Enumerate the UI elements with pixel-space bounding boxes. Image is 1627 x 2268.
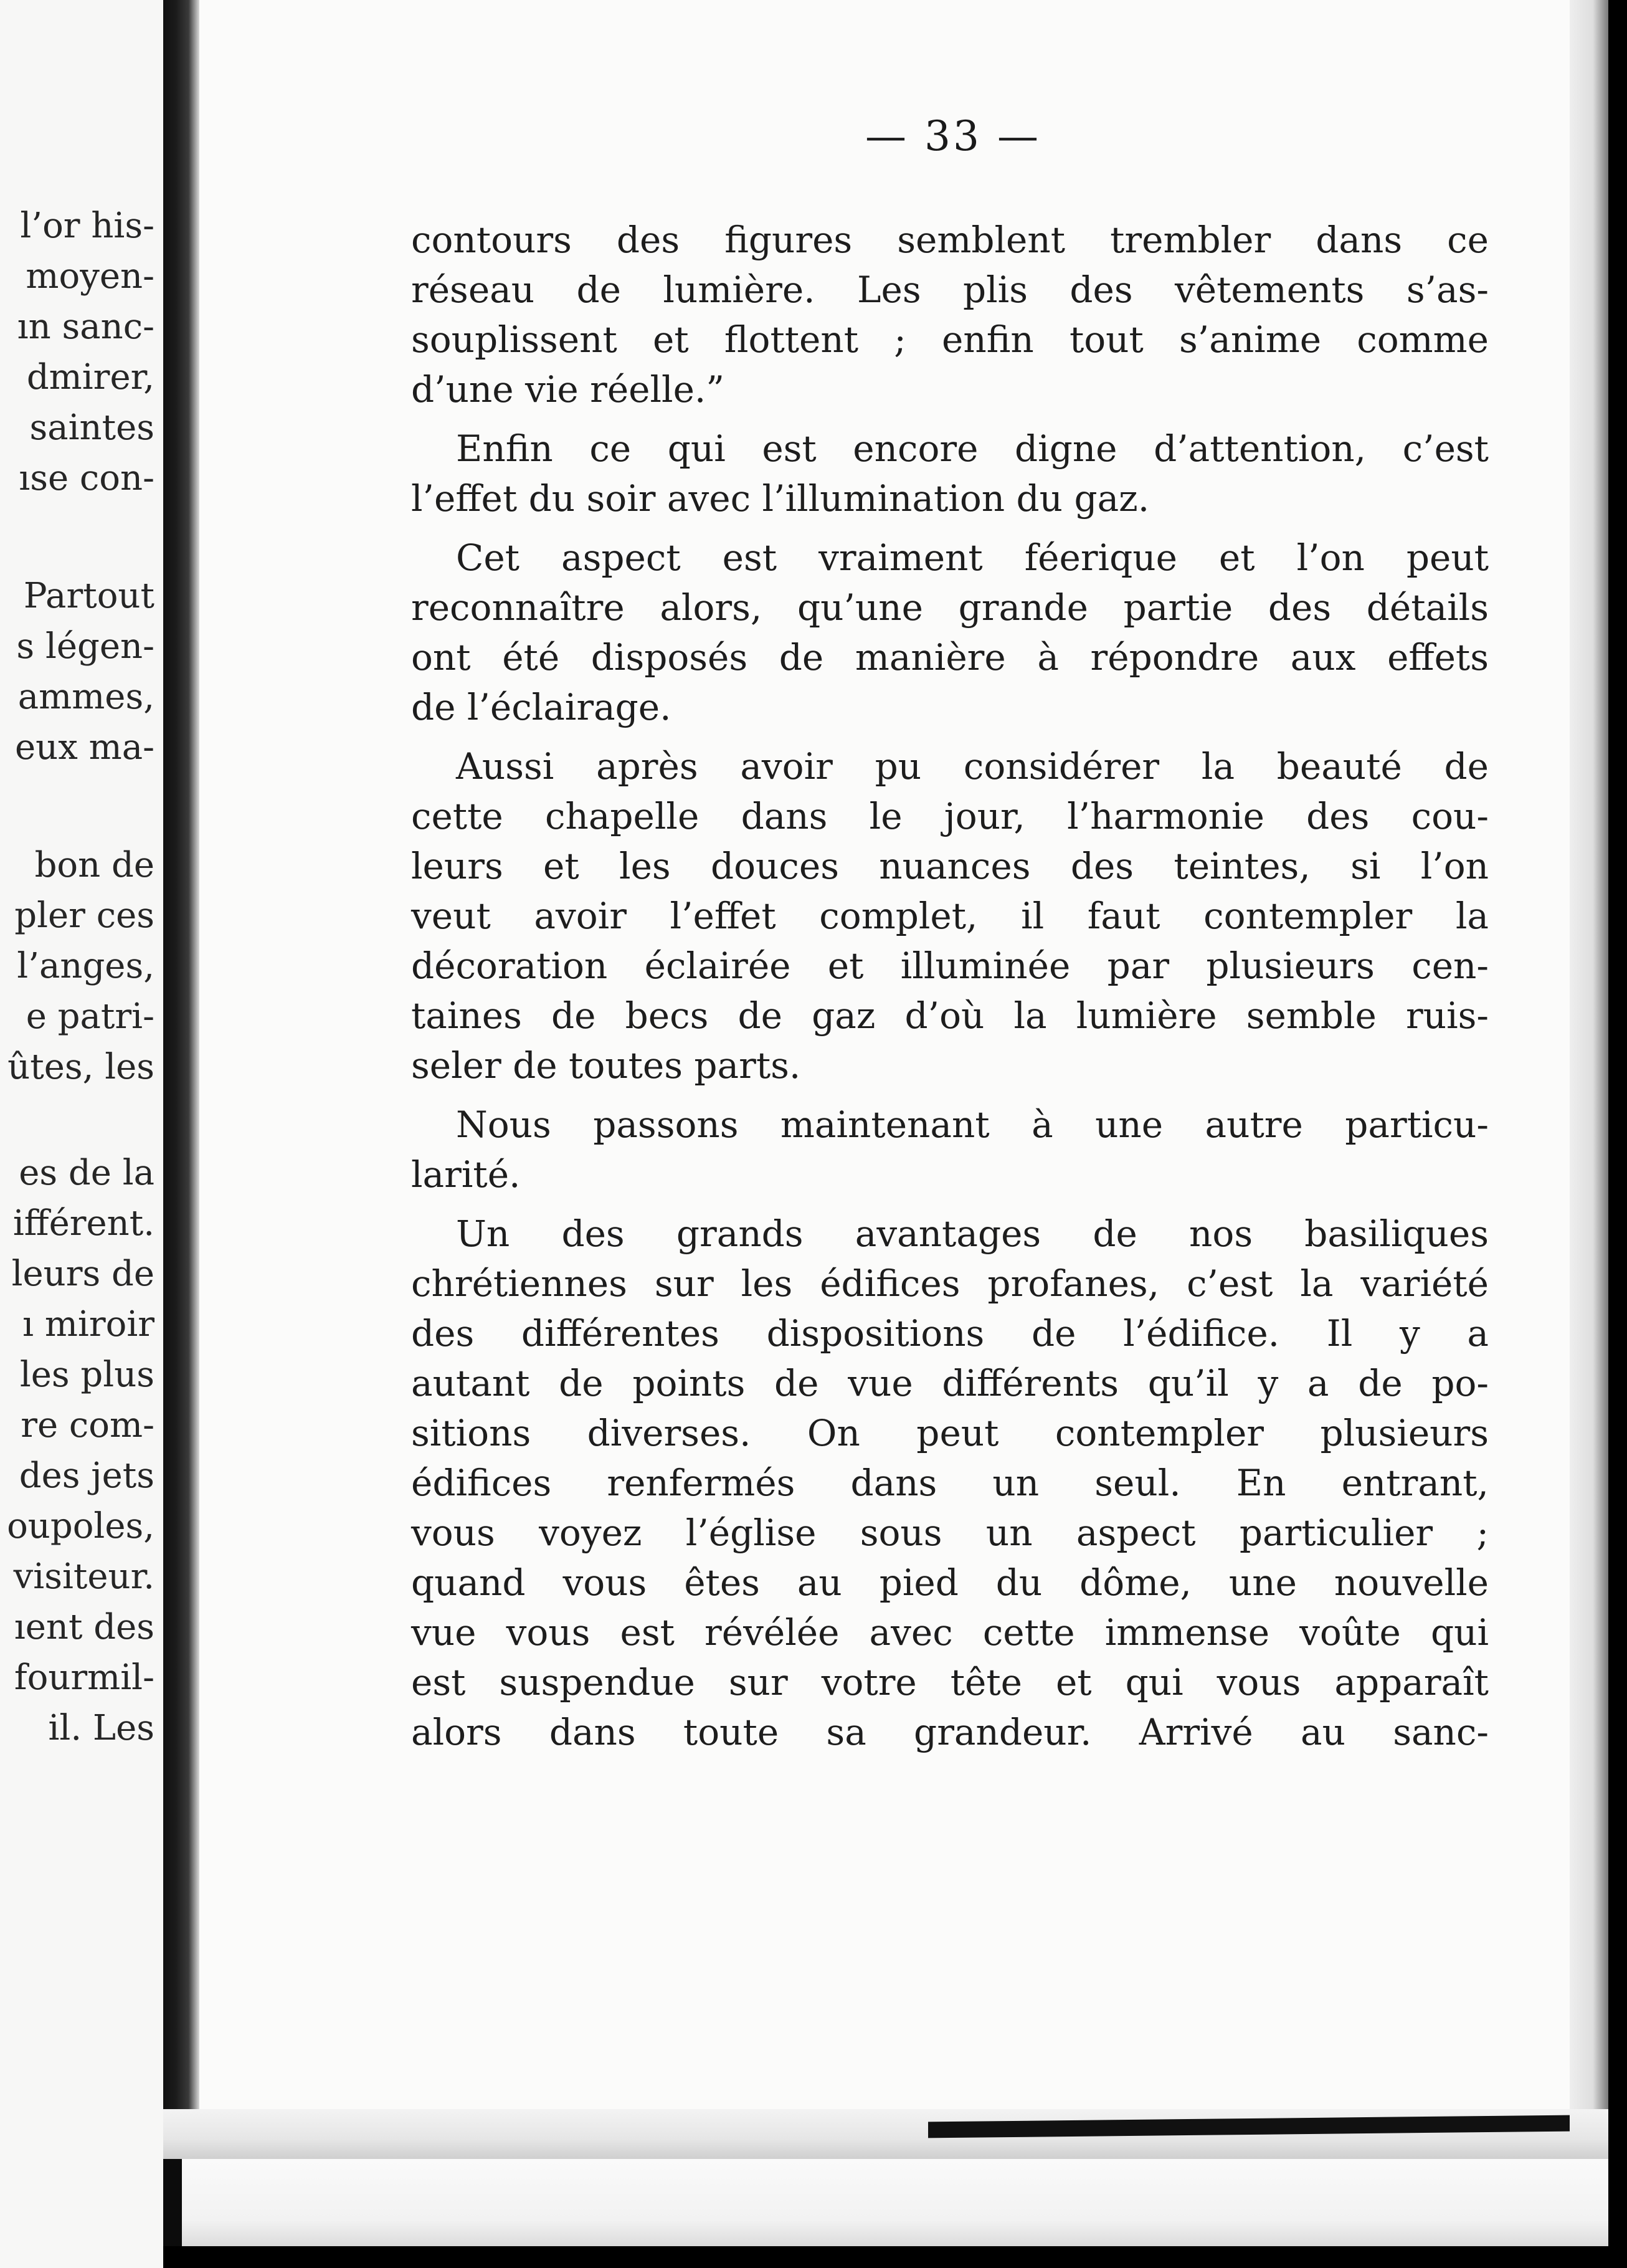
- text-line: des différentes dispositions de l’édifice. Il y a: [411, 1312, 1489, 1355]
- right-page: [199, 0, 1608, 2109]
- book-gutter: [163, 0, 199, 2162]
- left-fragment: visiteur.: [13, 1556, 154, 1597]
- text-line: Cet aspect est vraiment féerique et l’on peut: [456, 536, 1489, 579]
- page-stack-edges: [163, 2159, 1608, 2246]
- left-fragment: ın sanc-: [17, 307, 154, 347]
- text-line: Aussi après avoir pu considérer la beauté de: [456, 745, 1489, 788]
- text-line: cette chapelle dans le jour, l’harmonie des cou-: [411, 795, 1489, 837]
- left-fragment: oupoles,: [7, 1506, 154, 1546]
- left-fragment: eux ma-: [15, 727, 154, 768]
- left-fragment: dmirer,: [26, 357, 154, 398]
- left-fragment: l’or his-: [20, 206, 154, 246]
- text-line: leurs et les douces nuances des teintes, si l’on: [411, 845, 1489, 887]
- text-line: d’une vie réelle.”: [411, 368, 724, 411]
- left-fragment: ı miroir: [22, 1304, 154, 1345]
- text-line: larité.: [411, 1153, 521, 1196]
- left-fragment: il. Les: [48, 1708, 154, 1748]
- text-line: Un des grands avantages de nos basiliques: [456, 1213, 1489, 1255]
- text-line: Enfin ce qui est encore digne d’attention, c’est: [456, 427, 1489, 470]
- left-facing-page: [0, 0, 163, 2268]
- text-line: ont été disposés de manière à répondre aux effets: [411, 636, 1489, 679]
- text-line: vous voyez l’église sous un aspect particulier ;: [411, 1512, 1489, 1554]
- text-line: seler de toutes parts.: [411, 1044, 801, 1087]
- text-line: veut avoir l’effet complet, il faut contempler la: [411, 895, 1489, 937]
- left-fragment: des jets: [19, 1456, 154, 1496]
- left-fragment: l’anges,: [17, 946, 154, 986]
- text-line: Nous passons maintenant à une autre particu-: [456, 1103, 1489, 1146]
- left-fragment: fourmil-: [14, 1657, 154, 1698]
- text-line: quand vous êtes au pied du dôme, une nouvelle: [411, 1561, 1489, 1604]
- page-number: — 33 —: [865, 112, 1041, 160]
- text-line: de l’éclairage.: [411, 686, 671, 728]
- left-fragment: re com-: [21, 1405, 154, 1446]
- text-line: l’effet du soir avec l’illumination du gaz.: [411, 477, 1150, 520]
- text-line: sitions diverses. On peut contempler plusieurs: [411, 1412, 1489, 1454]
- left-fragment: moyen-: [26, 256, 154, 297]
- text-line: reconnaître alors, qu’une grande partie des détails: [411, 586, 1489, 629]
- text-line: est suspendue sur votre tête et qui vous apparaît: [411, 1661, 1489, 1703]
- left-fragment: saintes: [29, 407, 154, 448]
- text-line: chrétiennes sur les édifices profanes, c’est la variété: [411, 1262, 1489, 1305]
- left-fragment: ûtes, les: [7, 1047, 154, 1087]
- binding-shadow: [163, 2159, 182, 2246]
- left-fragment: ıse con-: [19, 458, 154, 498]
- text-line: taines de becs de gaz d’où la lumière semble ruis-: [411, 994, 1489, 1037]
- left-fragment: s légen-: [16, 626, 154, 667]
- text-line: édifices renfermés dans un seul. En entrant,: [411, 1462, 1489, 1504]
- text-line: contours des figures semblent trembler dans ce: [411, 219, 1489, 261]
- left-fragment: ıent des: [14, 1607, 154, 1647]
- left-fragment: es de la: [19, 1153, 154, 1193]
- text-line: réseau de lumière. Les plis des vêtements s’as-: [411, 269, 1489, 311]
- left-fragment: ammes,: [17, 677, 154, 717]
- text-line: alors dans toute sa grandeur. Arrivé au sanc-: [411, 1711, 1489, 1753]
- left-fragment: Partout: [23, 576, 154, 616]
- left-fragment: pler ces: [14, 895, 154, 936]
- text-line: vue vous est révélée avec cette immense voûte qui: [411, 1611, 1489, 1654]
- left-fragment: e patri-: [26, 996, 154, 1037]
- left-fragment: les plus: [19, 1355, 154, 1395]
- page-edge-shadow: [1570, 0, 1608, 2168]
- left-fragment: ifférent.: [12, 1203, 154, 1244]
- text-line: souplissent et flottent ; enfin tout s’anime comme: [411, 318, 1489, 361]
- left-fragment: bon de: [34, 845, 154, 885]
- text-line: décoration éclairée et illuminée par plusieurs cen-: [411, 945, 1489, 987]
- text-line: autant de points de vue différents qu’il y a de po-: [411, 1362, 1489, 1404]
- left-fragment: leurs de: [11, 1254, 154, 1294]
